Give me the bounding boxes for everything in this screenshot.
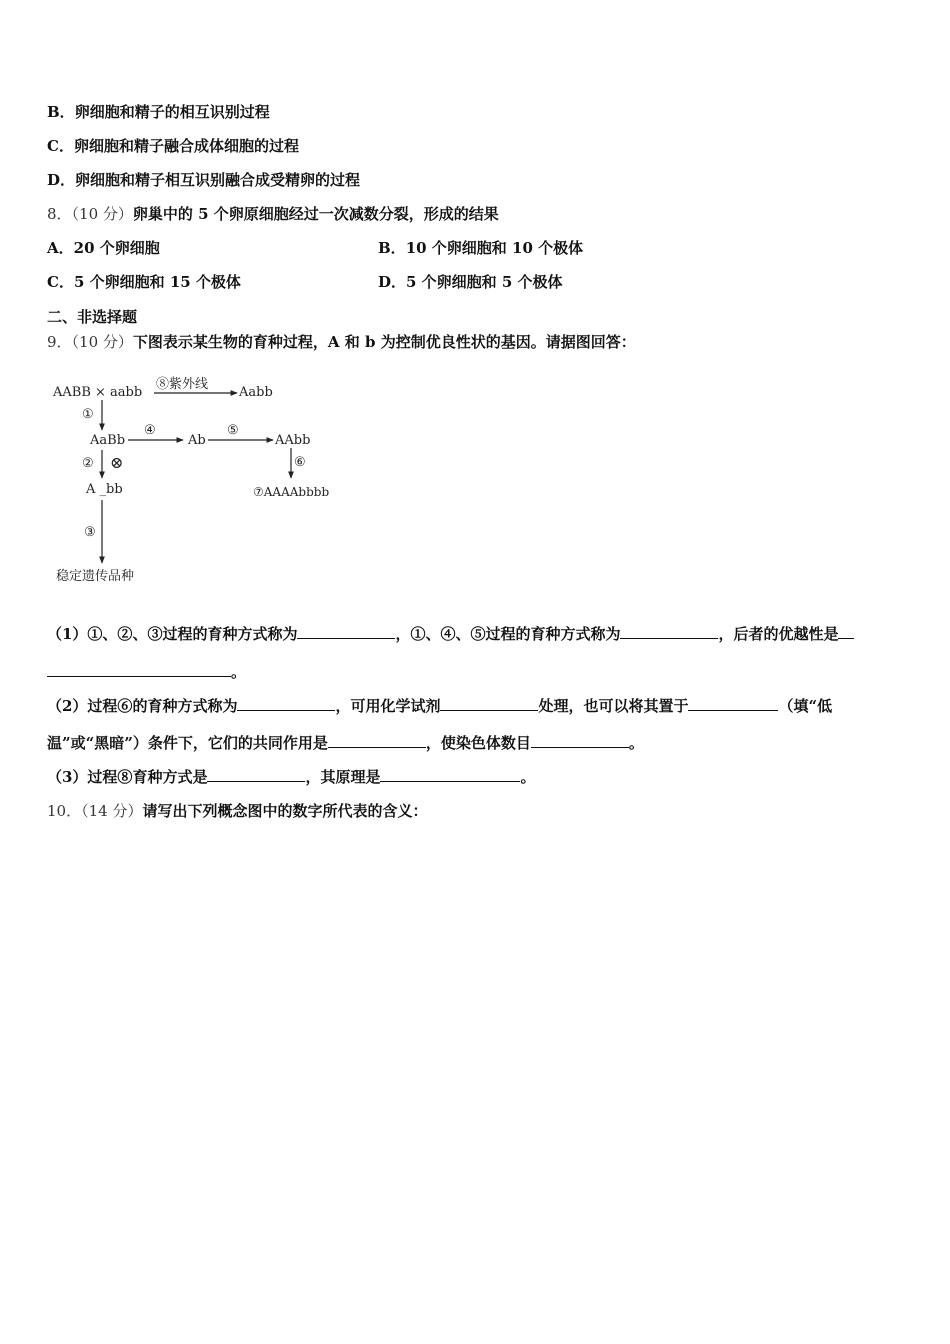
stable-variety-label: 稳定遗传品种 bbox=[56, 569, 135, 584]
option-letter: C． bbox=[47, 273, 74, 291]
q8-option-d bbox=[378, 272, 563, 292]
q9-stem bbox=[47, 332, 636, 352]
question-score: （10 分） bbox=[71, 333, 133, 351]
q8-option-a bbox=[47, 239, 160, 257]
option-letter: B． bbox=[378, 239, 406, 257]
option-letter: D． bbox=[378, 273, 407, 291]
f1-label: AaBb bbox=[90, 433, 126, 448]
option-text: 10 个卵细胞和 10 个极体 bbox=[405, 239, 584, 257]
option-letter: C． bbox=[47, 137, 74, 155]
question-number: 9． bbox=[47, 333, 72, 351]
question-text: 请写出下列概念图中的数字所代表的含义： bbox=[142, 802, 428, 820]
answer-blank[interactable] bbox=[297, 624, 395, 639]
q8-options-row2 bbox=[47, 272, 907, 292]
q8-options-row1 bbox=[47, 238, 907, 258]
q8-option-c bbox=[47, 273, 241, 291]
question-score: （10 分） bbox=[71, 205, 133, 223]
step2-label: ② bbox=[82, 456, 94, 471]
option-text: 20 个卵细胞 bbox=[73, 239, 160, 257]
part-text: （2）过程⑥的育种方式称为 bbox=[47, 697, 238, 715]
step3-label: ③ bbox=[84, 525, 96, 540]
q7-option-c bbox=[47, 136, 299, 156]
question-number: 10． bbox=[47, 802, 82, 820]
section-heading: 二、非选择题 bbox=[47, 308, 138, 326]
part-text: ，①、④、⑤过程的育种方式称为 bbox=[395, 625, 621, 643]
question-score: （14 分） bbox=[81, 802, 143, 820]
tetraploid-label: ⑦AAAAbbbb bbox=[253, 485, 330, 499]
q7-option-b bbox=[47, 102, 270, 122]
part-text: 。 bbox=[628, 734, 644, 752]
part-text: ，使染色体数目 bbox=[425, 734, 531, 752]
option-text: 卵细胞和精子相互识别融合成受精卵的过程 bbox=[75, 171, 361, 189]
doubled-label: AAbb bbox=[275, 433, 311, 448]
answer-blank[interactable] bbox=[838, 624, 854, 639]
answer-blank[interactable] bbox=[207, 767, 305, 782]
answer-blank[interactable] bbox=[531, 733, 629, 748]
option-letter: B． bbox=[47, 103, 75, 121]
q9-part1-line2 bbox=[47, 662, 246, 682]
part-text: ，可用化学试剂 bbox=[335, 697, 441, 715]
q8-option-b bbox=[378, 238, 583, 258]
step4-label: ④ bbox=[144, 423, 156, 438]
part-text: （3）过程⑧育种方式是 bbox=[47, 768, 208, 786]
option-letter: D． bbox=[47, 171, 76, 189]
part-text: 温”或“黑暗”）条件下，它们的共同作用是 bbox=[47, 734, 328, 752]
answer-blank[interactable] bbox=[47, 662, 231, 677]
q10-stem bbox=[47, 801, 427, 821]
q9-part1-line1 bbox=[47, 624, 854, 644]
answer-blank[interactable] bbox=[688, 696, 778, 711]
step5-label: ⑤ bbox=[227, 423, 239, 438]
part-text: ，其原理是 bbox=[305, 768, 381, 786]
part-text: 。 bbox=[520, 768, 536, 786]
part-text: 处理，也可以将其置于 bbox=[538, 697, 689, 715]
step8-label: ⑧紫外线 bbox=[156, 377, 209, 392]
f2-label: A _bb bbox=[86, 482, 123, 497]
part-text: （填“低 bbox=[778, 697, 833, 715]
question-text: 下图表示某生物的育种过程，A 和 b 为控制优良性状的基因。请据图回答： bbox=[132, 333, 636, 351]
cross-label: AABB × aabb bbox=[53, 385, 143, 400]
answer-blank[interactable] bbox=[620, 624, 718, 639]
option-text: 卵细胞和精子融合成体细胞的过程 bbox=[73, 137, 299, 155]
step6-label: ⑥ bbox=[294, 455, 306, 470]
q8-stem bbox=[47, 204, 499, 224]
option-text: 5 个卵细胞和 15 个极体 bbox=[73, 273, 241, 291]
step1-label: ① bbox=[82, 407, 94, 422]
answer-blank[interactable] bbox=[440, 696, 538, 711]
part-text: 。 bbox=[231, 663, 247, 681]
option-letter: A． bbox=[47, 239, 74, 257]
question-text: 卵巢中的 5 个卵原细胞经过一次减数分裂，形成的结果 bbox=[132, 205, 499, 223]
selfing-icon: ⊗ bbox=[110, 453, 124, 472]
answer-blank[interactable] bbox=[237, 696, 335, 711]
breeding-diagram bbox=[50, 368, 350, 588]
question-number: 8． bbox=[47, 205, 72, 223]
part-text: ，后者的优越性是 bbox=[718, 625, 839, 643]
q7-option-d bbox=[47, 170, 360, 190]
option-text: 卵细胞和精子的相互识别过程 bbox=[74, 103, 270, 121]
answer-blank[interactable] bbox=[380, 767, 520, 782]
mutant-label: Aabb bbox=[239, 385, 273, 400]
haploid-label: Ab bbox=[188, 433, 206, 448]
answer-blank[interactable] bbox=[328, 733, 426, 748]
part-text: （1）①、②、③过程的育种方式称为 bbox=[47, 625, 298, 643]
option-text: 5 个卵细胞和 5 个极体 bbox=[406, 273, 563, 291]
q9-part2-line1 bbox=[47, 696, 832, 716]
q9-part3 bbox=[47, 767, 535, 787]
q9-part2-line2 bbox=[47, 733, 644, 753]
